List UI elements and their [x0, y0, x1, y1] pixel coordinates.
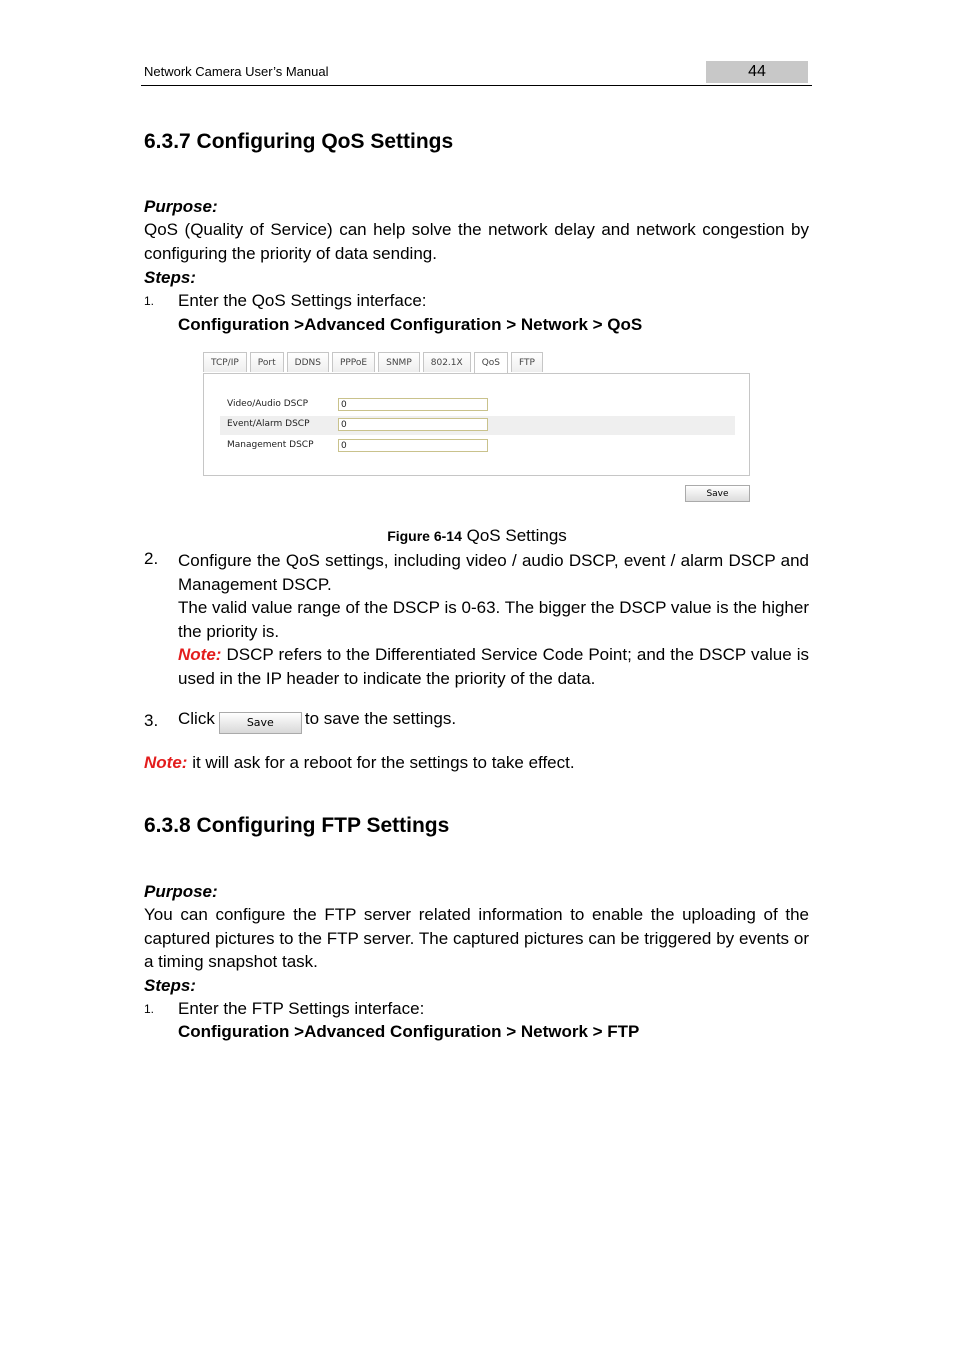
purpose-label: Purpose:	[144, 197, 218, 216]
tab-8021x[interactable]: 802.1X	[423, 352, 471, 372]
step-note	[178, 643, 809, 690]
form-row	[220, 416, 735, 435]
step-text: Configure the QoS settings, including video / audio DSCP, event / alarm DSCP and Management DSCP.	[178, 551, 809, 594]
management-dscp-label: Management DSCP	[227, 440, 314, 450]
tab-snmp[interactable]: SNMP	[378, 352, 420, 372]
video-audio-dscp-input[interactable]: 0	[338, 398, 488, 411]
step-text	[178, 707, 809, 734]
tab-ftp[interactable]: FTP	[511, 352, 543, 372]
event-alarm-dscp-input[interactable]: 0	[338, 418, 488, 431]
section-heading-ftp: 6.3.8 Configuring FTP Settings	[144, 814, 450, 837]
note-label: Note:	[178, 645, 222, 664]
step-text: Enter the FTP Settings interface:	[178, 999, 425, 1018]
step-number: 1.	[144, 294, 155, 308]
purpose-text: QoS (Quality of Service) can help solve the network delay and network congestion by configuring the priority of data sending.	[144, 220, 809, 263]
step-number: 3.	[144, 711, 159, 730]
section-note	[144, 751, 809, 775]
manual-title: Network Camera User’s Manual	[144, 64, 329, 79]
form-row	[220, 437, 735, 456]
page-number: 44	[706, 61, 808, 83]
tab-pppoe[interactable]: PPPoE	[332, 352, 375, 372]
figure-caption	[0, 526, 954, 546]
tab-tcpip[interactable]: TCP/IP	[203, 352, 247, 372]
tab-ddns[interactable]: DDNS	[287, 352, 329, 372]
figure-title: QoS Settings	[466, 526, 567, 545]
figure-label: Figure 6-14	[387, 528, 462, 544]
step-rest-text: to save the settings.	[304, 709, 457, 728]
purpose-label: Purpose:	[144, 882, 218, 901]
step-number: 2.	[144, 549, 159, 568]
menu-path: Configuration >Advanced Configuration > Network > FTP	[178, 1022, 640, 1041]
tab-qos[interactable]: QoS	[474, 352, 508, 374]
video-audio-dscp-label: Video/Audio DSCP	[227, 399, 309, 409]
tab-port[interactable]: Port	[250, 352, 284, 372]
purpose-text: You can configure the FTP server related information to enable the uploading of the captured pictures to the FTP server. The captured pictures can be triggered by events or a timing snapshot task.	[144, 905, 809, 971]
step-number: 1.	[144, 1002, 155, 1016]
event-alarm-dscp-label: Event/Alarm DSCP	[227, 419, 310, 429]
note-text: it will ask for a reboot for the settings to take effect.	[192, 753, 575, 772]
click-text: Click	[178, 709, 215, 728]
steps-label: Steps:	[144, 268, 196, 287]
step-text: Enter the QoS Settings interface:	[178, 291, 427, 310]
form-row	[220, 396, 735, 415]
note-label: Note:	[144, 753, 188, 772]
save-button[interactable]: Save	[685, 485, 750, 502]
management-dscp-input[interactable]: 0	[338, 439, 488, 452]
steps-label: Steps:	[144, 976, 196, 995]
qos-settings-screenshot	[203, 352, 751, 504]
step-text: The valid value range of the DSCP is 0-63. The bigger the DSCP value is the higher the priority is.	[178, 598, 809, 641]
inline-save-button[interactable]: Save	[219, 712, 302, 734]
network-tabs	[203, 352, 543, 374]
menu-path: Configuration >Advanced Configuration > Network > QoS	[178, 315, 643, 334]
section-heading-qos: 6.3.7 Configuring QoS Settings	[144, 130, 454, 153]
qos-panel	[203, 373, 750, 476]
header-divider	[141, 85, 812, 86]
note-text: DSCP refers to the Differentiated Service Code Point; and the DSCP value is used in the IP header to indicate the priority of the data.	[178, 645, 809, 688]
